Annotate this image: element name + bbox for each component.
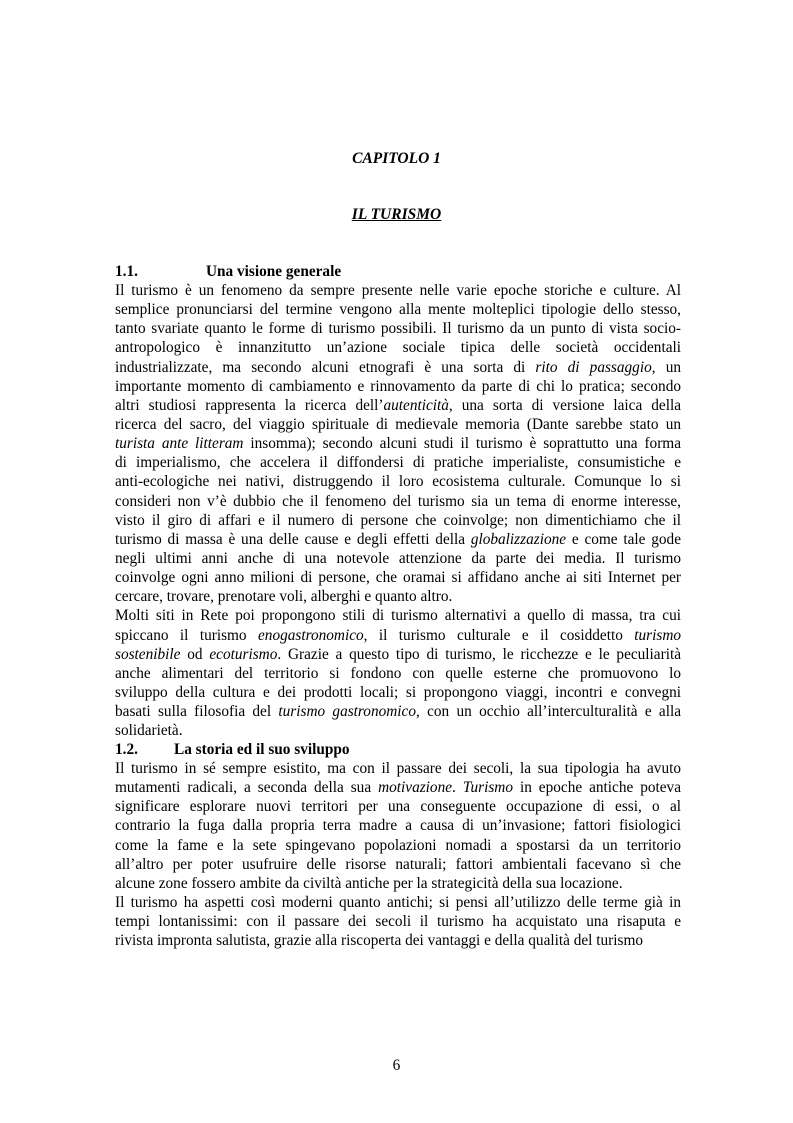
text-run: e come tale gode <box>566 530 681 548</box>
text-run: importante momento di cambiamento e rinnovamento da parte di chi lo pratica; secondo <box>115 377 681 395</box>
text-line <box>115 626 681 645</box>
text-run: antropologico è innanzitutto un’azione sociale tipica delle società occidentali <box>115 339 681 357</box>
text-line <box>115 377 681 396</box>
text-line <box>115 492 681 511</box>
text-line <box>115 338 681 357</box>
text-run: anti-ecologiche nei nativi, distruggendo il loro ecosistema culturale. Comunque lo si <box>115 473 681 491</box>
text-line <box>115 358 681 377</box>
text-run: visto il giro di affari e il numero di persone che coinvolge; non dimentichiamo che il <box>115 511 681 529</box>
italic-text: motivazione <box>378 779 453 797</box>
italic-text: turismo gastronomico <box>278 703 416 721</box>
text-line <box>115 836 681 855</box>
text-run: sviluppo della cultura e dei prodotti locali; si propongono viaggi, incontri e convegni <box>115 683 681 701</box>
text-line <box>115 664 681 683</box>
text-run: negli ultimi anni anche di una notevole attenzione da parte dei media. Il turismo <box>115 549 681 567</box>
text-run: Il turismo è un fenomeno da sempre presente nelle varie epoche storiche e culture. Al <box>115 282 681 299</box>
text-run: di imperialismo, che accelera il diffondersi di pratiche imperialiste, consumistiche e <box>115 454 681 472</box>
text-run: semplice pronunciarsi del termine vengono alla mente molteplici tipologie dello stesso, <box>115 301 681 319</box>
text-line <box>115 300 681 319</box>
section-title: La storia ed il suo sviluppo <box>174 741 350 758</box>
text-run: basati sulla filosofia del <box>115 703 279 721</box>
section-body-2 <box>115 759 681 950</box>
text-run: , una sorta di versione laica della <box>448 396 681 414</box>
text-run: cercare, trovare, prenotare voli, alberghi e quanto altro. <box>115 588 453 606</box>
text-line <box>115 855 681 874</box>
text-run: come la fame e la sete spingevano popolazioni nomadi a spostarsi da un territorio <box>115 836 681 854</box>
text-run: , il turismo culturale e il cosiddetto <box>363 626 635 644</box>
text-run: altri studiosi rappresenta la ricerca dell’ <box>115 396 384 414</box>
italic-text: turista ante litteram <box>115 435 244 453</box>
text-line <box>115 874 681 893</box>
text-run: , un <box>651 358 681 376</box>
text-run: industrializzate, ma secondo alcuni etnografi è una sorta di <box>115 358 536 376</box>
text-run: contrario la fuga dalla propria terra madre a causa di un’invasione; fattori fisiologici <box>115 817 681 835</box>
section-heading-2 <box>115 740 681 759</box>
text-run: od <box>180 645 210 663</box>
text-line <box>115 816 681 835</box>
text-line <box>115 931 681 950</box>
text-run: all’altro per poter usufruire delle risorse naturali; fattori ambientali facevano sì che <box>115 855 681 873</box>
text-run: solidarietà. <box>115 722 183 740</box>
text-line <box>115 759 681 778</box>
italic-text: autenticità <box>383 396 449 414</box>
text-run: significare esplorare nuovi territori per una conseguente occupazione di essi, o al <box>115 798 681 816</box>
section-body-1 <box>115 281 681 740</box>
text-line <box>115 511 681 530</box>
text-run: alcune zone fossero ambite da civiltà antiche per la strategicità della sua locazione. <box>115 874 623 892</box>
page-number: 6 <box>392 1057 401 1074</box>
italic-text: globalizzazione <box>470 530 567 548</box>
text-run: tempi lontanissimi: con il passare dei secoli il turismo ha acquistato una risaputa e <box>115 913 681 931</box>
text-line <box>115 434 681 453</box>
text-run: insomma); secondo alcuni studi il turismo è soprattutto una forma <box>243 435 681 453</box>
text-run: . <box>452 779 463 797</box>
text-run: Il turismo ha aspetti così moderni quanto antichi; si pensi all’utilizzo delle terme già in <box>115 893 681 911</box>
text-line <box>115 797 681 816</box>
text-line <box>115 281 681 300</box>
text-line <box>115 778 681 797</box>
text-line <box>115 893 681 912</box>
text-run: mutamenti radicali, a seconda della sua <box>115 779 379 797</box>
text-run: rivista impronta salutista, grazie alla riscoperta dei vantaggi e della qualità del turismo <box>115 932 643 950</box>
text-line <box>115 472 681 491</box>
section-number: 1.1. <box>115 263 138 280</box>
text-run: , con un occhio all’interculturalità e alla <box>416 703 681 721</box>
text-line <box>115 568 681 587</box>
section-heading-1 <box>115 262 681 281</box>
italic-text: turismo <box>634 626 681 644</box>
text-run: coinvolge ogni anno milioni di persone, che oramai si affidano anche ai siti Internet per <box>115 569 681 587</box>
text-run: Molti siti in Rete poi propongono stili di turismo alternativi a quello di massa, tra cui <box>115 607 681 625</box>
italic-text: rito di passaggio <box>535 358 652 376</box>
text-run: tanto svariate quanto le forme di turismo possibili. Il turismo da un punto di vista socio- <box>115 320 681 338</box>
text-line <box>115 645 681 664</box>
italic-text: Turismo <box>462 779 513 797</box>
text-line <box>115 702 681 721</box>
text-run: Il turismo in sé sempre esistito, ma con il passare dei secoli, la sua tipologia ha avuto <box>115 760 681 777</box>
text-run: anche alimentari del territorio si fondono con quelle esterne che promuovono lo <box>115 664 681 682</box>
section-number: 1.2. <box>115 741 138 758</box>
text-line <box>115 912 681 931</box>
text-line <box>115 530 681 549</box>
text-line <box>115 396 681 415</box>
italic-text: ecoturismo <box>209 645 278 663</box>
italic-text: sostenibile <box>115 645 181 663</box>
text-run: consideri non v’è dubbio che il fenomeno del turismo sia un tema di enorme interesse, <box>115 492 681 510</box>
text-line <box>115 721 681 740</box>
text-run: ricerca del sacro, del viaggio spirituale di medievale memoria (Dante sarebbe stato un <box>115 415 681 433</box>
text-run: in epoche antiche poteva <box>512 779 681 797</box>
chapter-number: CAPITOLO 1 <box>352 150 441 167</box>
text-line <box>115 606 681 625</box>
italic-text: enogastronomico <box>258 626 364 644</box>
text-line <box>115 415 681 434</box>
text-line <box>115 587 681 606</box>
text-line <box>115 549 681 568</box>
text-line <box>115 453 681 472</box>
section-title: Una visione generale <box>206 263 342 280</box>
text-run: . Grazie a questo tipo di turismo, le ricchezze e le peculiarità <box>277 645 681 663</box>
text-run: spiccano il turismo <box>115 626 258 644</box>
text-line <box>115 319 681 338</box>
text-run: turismo di massa è una delle cause e degli effetti della <box>115 530 471 548</box>
chapter-title: IL TURISMO <box>351 206 442 223</box>
text-line <box>115 683 681 702</box>
